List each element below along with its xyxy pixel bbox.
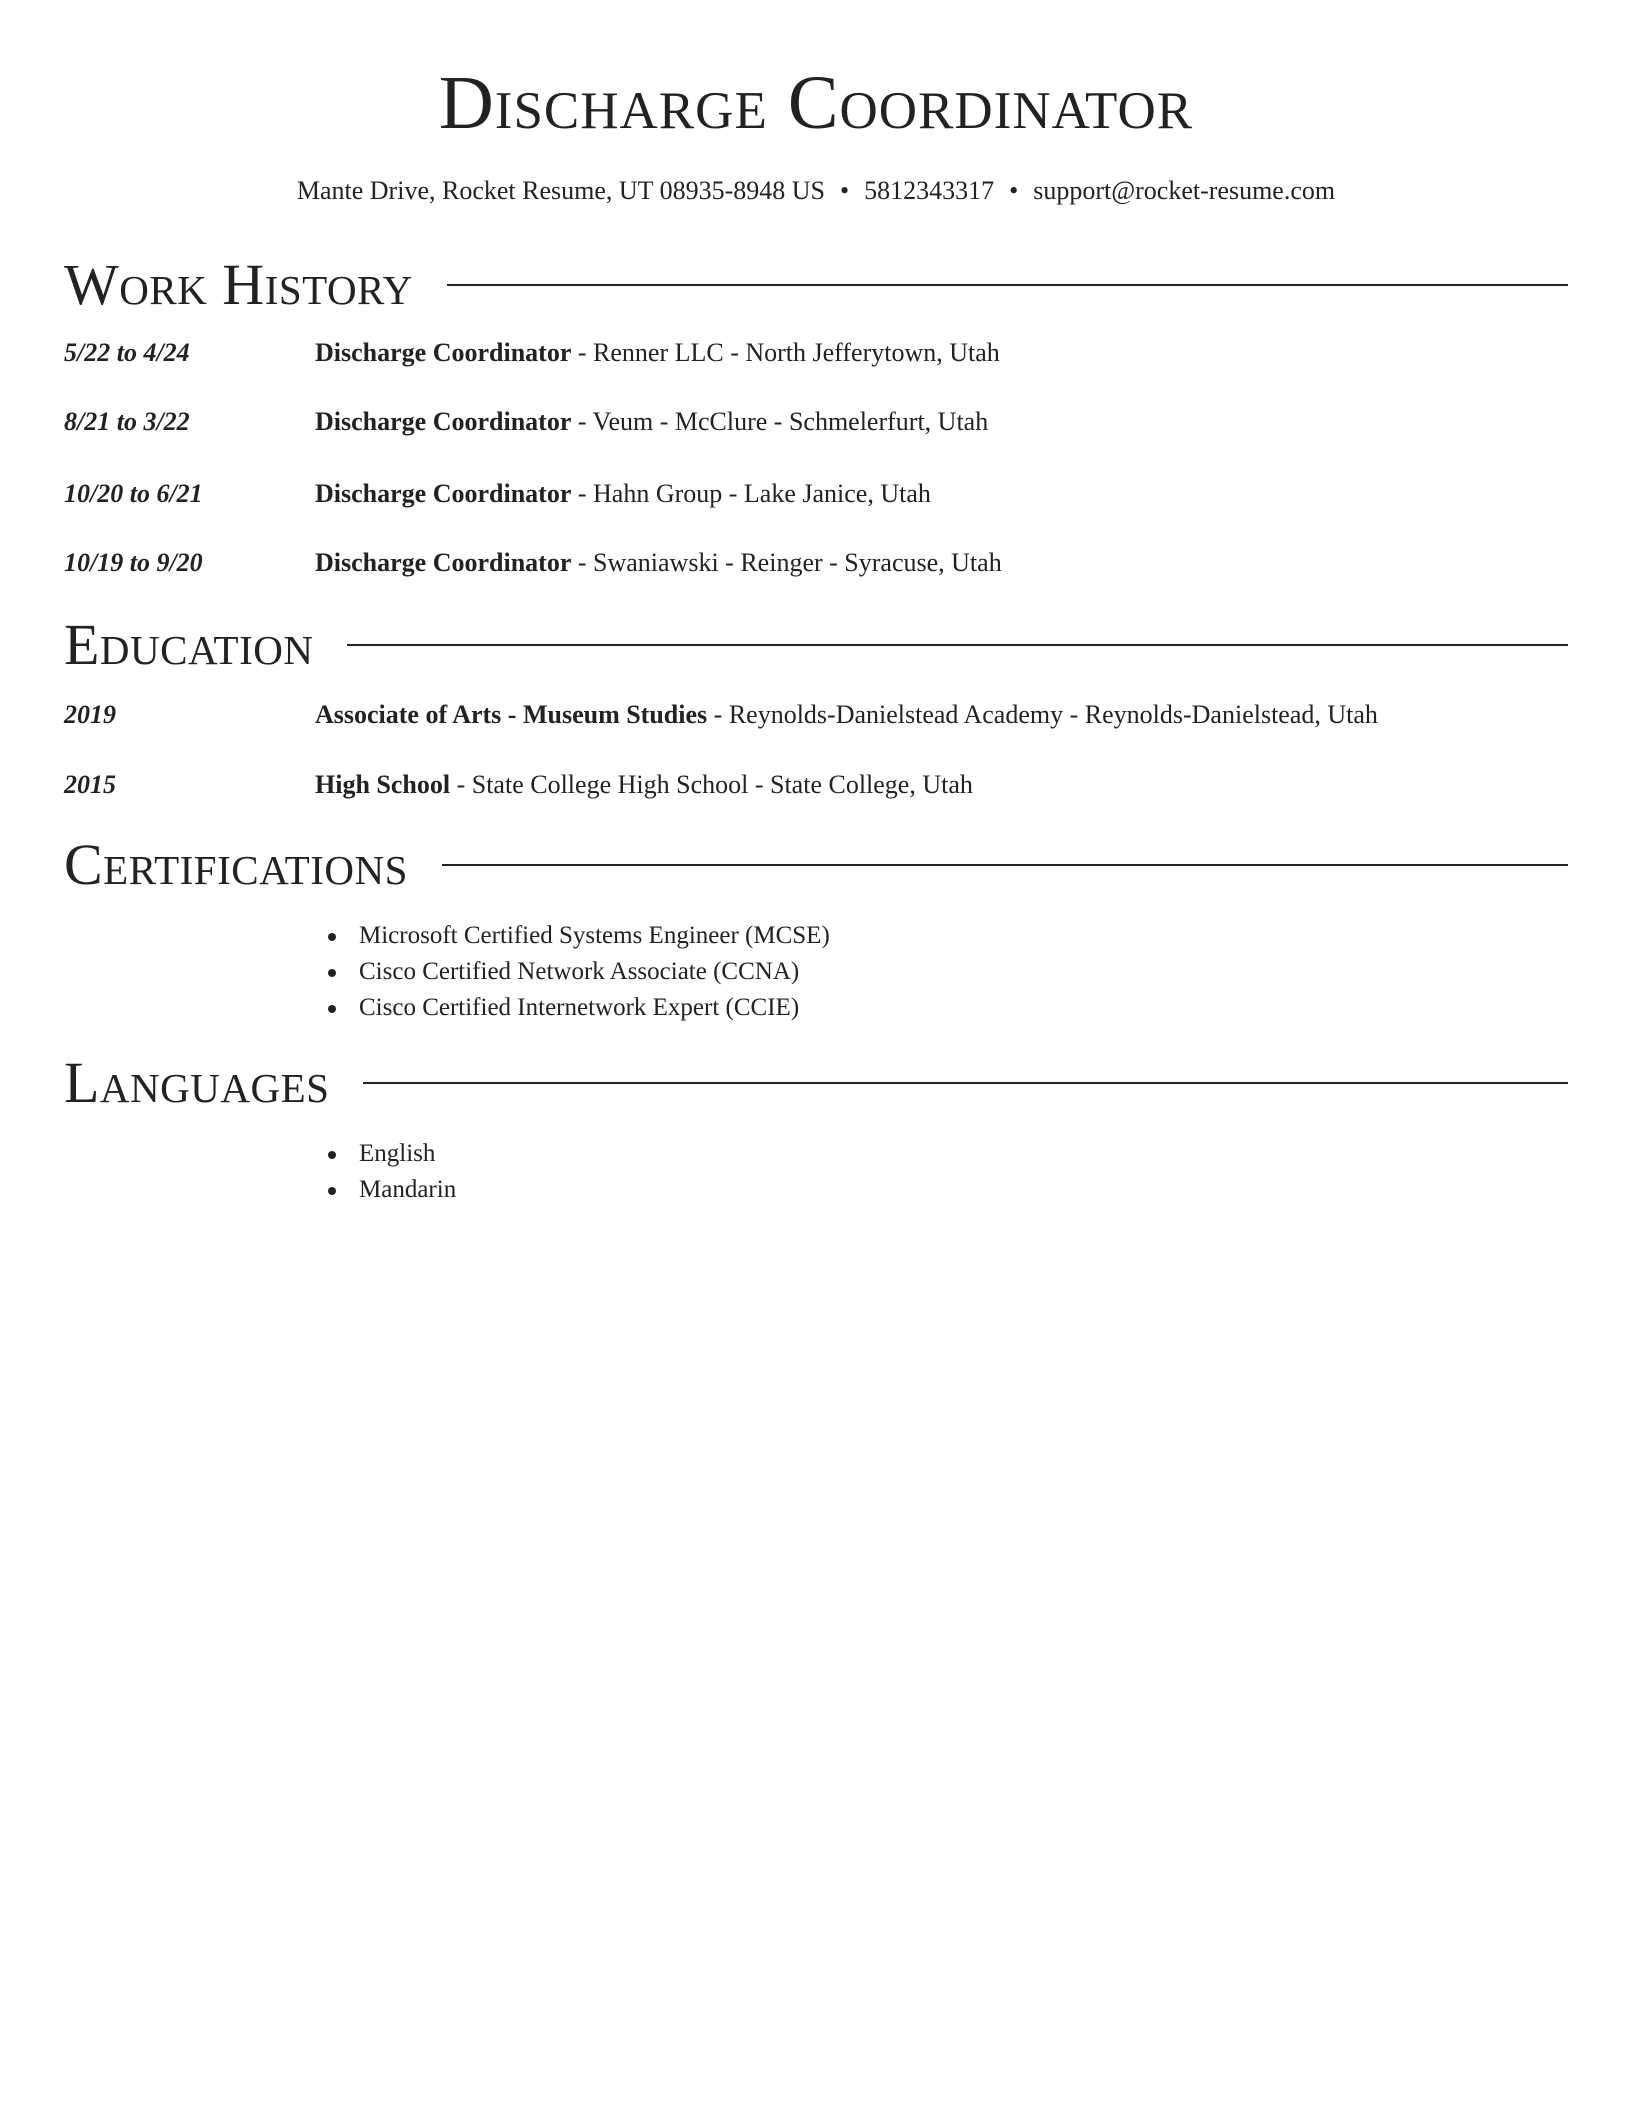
work-entry [64,545,1568,581]
entry-date: 2019 [64,700,116,729]
contact-address: Mante Drive, Rocket Resume, UT 08935-8948 US [296,176,825,205]
section-heading: Work History [64,252,413,317]
section-education [64,610,1568,680]
entry-date: 5/22 to 4/24 [64,338,190,367]
contact-line [64,174,1568,208]
entry-details: - Hahn Group - Lake Janice, Utah [571,479,931,508]
resume-title: Discharge Coordinator [438,61,1194,145]
section-languages [64,1048,1568,1118]
contact-separator: • [1009,176,1019,205]
list-item [315,1136,456,1172]
work-entry [64,476,1568,512]
bullet-icon [328,1005,336,1013]
section-divider [363,1082,1568,1084]
contact-separator: • [839,176,850,205]
certification-text: Cisco Certified Internetwork Expert (CCIE) [359,994,800,1021]
entry-description [315,767,973,803]
entry-description [315,476,931,512]
education-entry [64,697,1568,733]
contact-phone: 5812343317 [864,176,995,205]
section-work-history [64,250,1568,320]
languages-list [315,1136,456,1208]
entry-date: 2015 [64,770,116,799]
section-divider [347,644,1568,646]
work-entry [64,404,1568,440]
certification-text: Microsoft Certified Systems Engineer (MCSE) [359,922,830,949]
bullet-icon [328,1187,336,1195]
entry-description [315,404,988,440]
section-heading: Education [64,612,314,677]
section-divider [447,284,1568,286]
bullet-icon [328,969,336,977]
entry-title: Discharge Coordinator [315,548,572,577]
entry-description [315,335,1000,371]
entry-title: Discharge Coordinator [315,407,572,436]
contact-email: support@rocket-resume.com [1033,176,1336,205]
entry-details: - State College High School - State College, Utah [450,770,973,799]
entry-title: Discharge Coordinator [315,479,572,508]
education-entry [64,767,1568,803]
section-certifications [64,830,1568,900]
entry-details: - Reynolds-Danielstead Academy - Reynolds-Danielstead, Utah [707,700,1378,729]
entry-details: - Veum - McClure - Schmelerfurt, Utah [571,407,989,436]
section-heading: Certifications [64,832,408,897]
list-item [315,1172,456,1208]
list-item [315,918,830,954]
entry-title: Associate of Arts - Museum Studies [315,700,708,729]
section-divider [442,864,1568,866]
certification-text: Cisco Certified Network Associate (CCNA) [359,958,800,985]
entry-title: High School [315,770,451,799]
entry-description [315,697,1378,733]
section-heading: Languages [64,1050,330,1115]
entry-date: 10/20 to 6/21 [64,479,203,508]
entry-details: - Swaniawski - Reinger - Syracuse, Utah [571,548,1002,577]
language-text: English [359,1140,436,1167]
certifications-list [315,918,830,1026]
work-entry [64,335,1568,371]
entry-title: Discharge Coordinator [315,338,572,367]
bullet-icon [328,933,336,941]
list-item [315,990,830,1026]
bullet-icon [328,1151,336,1159]
language-text: Mandarin [359,1176,457,1203]
list-item [315,954,830,990]
entry-date: 8/21 to 3/22 [64,407,190,436]
entry-date: 10/19 to 9/20 [64,548,203,577]
entry-description [315,545,1002,581]
entry-details: - Renner LLC - North Jefferytown, Utah [571,338,1000,367]
